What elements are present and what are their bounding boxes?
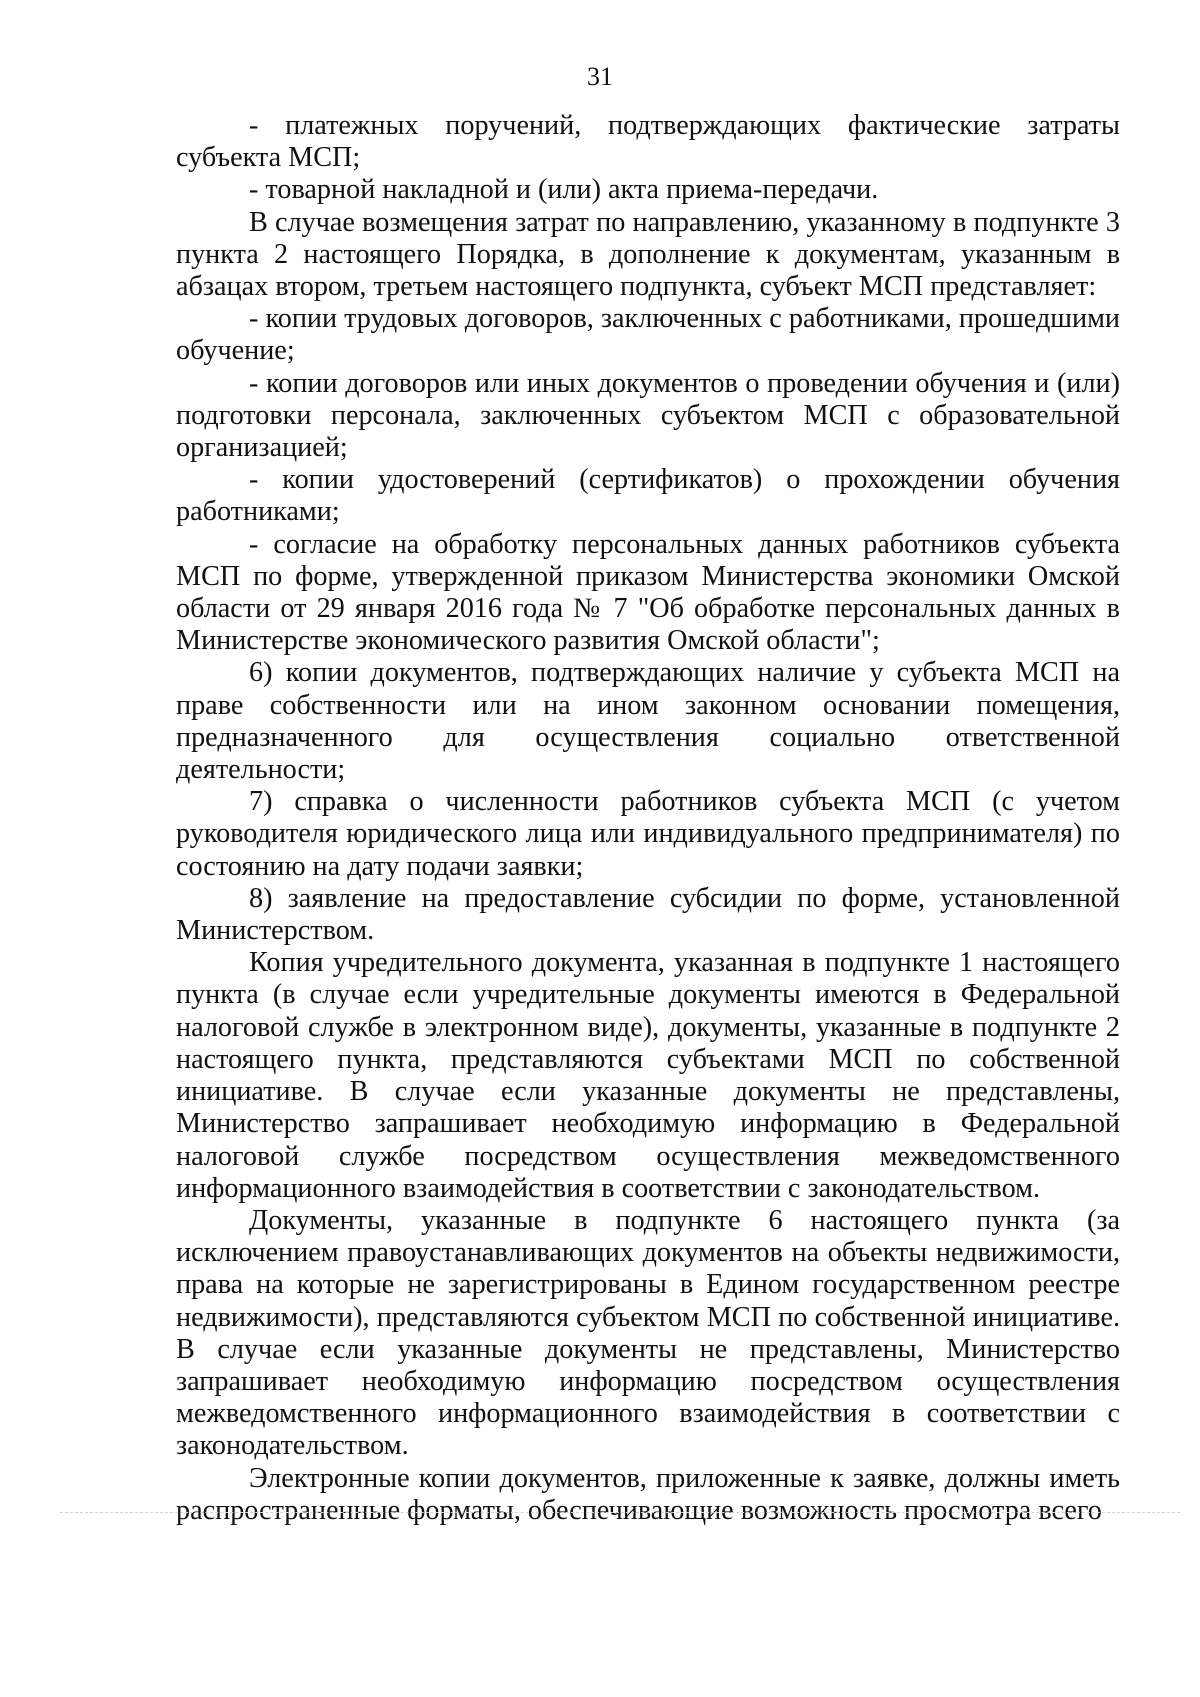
- page-number: 31: [587, 62, 613, 91]
- paragraph-payment-orders: - платежных поручений, подтверждающих фактические затраты субъекта МСП;: [176, 110, 1120, 174]
- paragraph-founding-document: Копия учредительного документа, указанная в подпункте 1 настоящего пункта (в случае если учредительные документы имеются в Федеральной налоговой службе в электронном виде), документы, указанные в подпункте 2 настоящего пункта, представляются субъектами МСП по собственной инициативе. В случае если указанные документы не представлены, Министерство запрашивает необходимую информацию в Федеральной налоговой службе посредством осуществления межведомственного информационного взаимодействия в соответствии с законодательством.: [176, 947, 1120, 1204]
- scan-artifact-line: [60, 1512, 1180, 1513]
- paragraph-item-8: 8) заявление на предоставление субсидии по форме, установленной Министерством.: [176, 882, 1120, 947]
- document-body: [176, 110, 1120, 1527]
- paragraph-electronic-copies: Электронные копии документов, приложенные к заявке, должны иметь распространенные форматы, обеспечивающие возможность просмотра всего: [176, 1462, 1120, 1526]
- paragraph-item-6: 6) копии документов, подтверждающих наличие у субъекта МСП на праве собственности или на ином законном основании помещения, предназначенного для осуществления социально ответственной деятельности;: [176, 657, 1120, 786]
- paragraph-personal-data-consent: - согласие на обработку персональных данных работников субъекта МСП по форме, утвержденной приказом Министерства экономики Омской области от 29 января 2016 года № 7 "Об обработке персональных данных в Министерстве экономического развития Омской области";: [176, 528, 1120, 657]
- paragraph-item-7: 7) справка о численности работников субъекта МСП (с учетом руководителя юридического лица или индивидуального предпринимателя) по состоянию на дату подачи заявки;: [176, 786, 1120, 882]
- paragraph-labor-contracts: - копии трудовых договоров, заключенных с работниками, прошедшими обучение;: [176, 303, 1120, 367]
- paragraph-certificates: - копии удостоверений (сертификатов) о прохождении обучения работниками;: [176, 464, 1120, 528]
- paragraph-waybill: - товарной накладной и (или) акта приема-передачи.: [249, 174, 879, 206]
- paragraph-subitem-6-documents: Документы, указанные в подпункте 6 настоящего пункта (за исключением правоустанавливающих документов на объекты недвижимости, права на которые не зарегистрированы в Едином государственном реестре недвижимости), представляются субъектом МСП по собственной инициативе. В случае если указанные документы не представлены, Министерство запрашивает необходимую информацию посредством осуществления межведомственного информационного взаимодействия в соответствии с законодательством.: [176, 1204, 1120, 1462]
- paragraph-cost-reimbursement: В случае возмещения затрат по направлению, указанному в подпункте 3 пункта 2 настоящего Порядка, в дополнение к документам, указанным в абзацах втором, третьем настоящего подпункта, субъект МСП представляет:: [176, 206, 1120, 303]
- paragraph-training-contracts: - копии договоров или иных документов о проведении обучения и (или) подготовки персонала, заключенных субъектом МСП с образовательной организацией;: [176, 367, 1120, 464]
